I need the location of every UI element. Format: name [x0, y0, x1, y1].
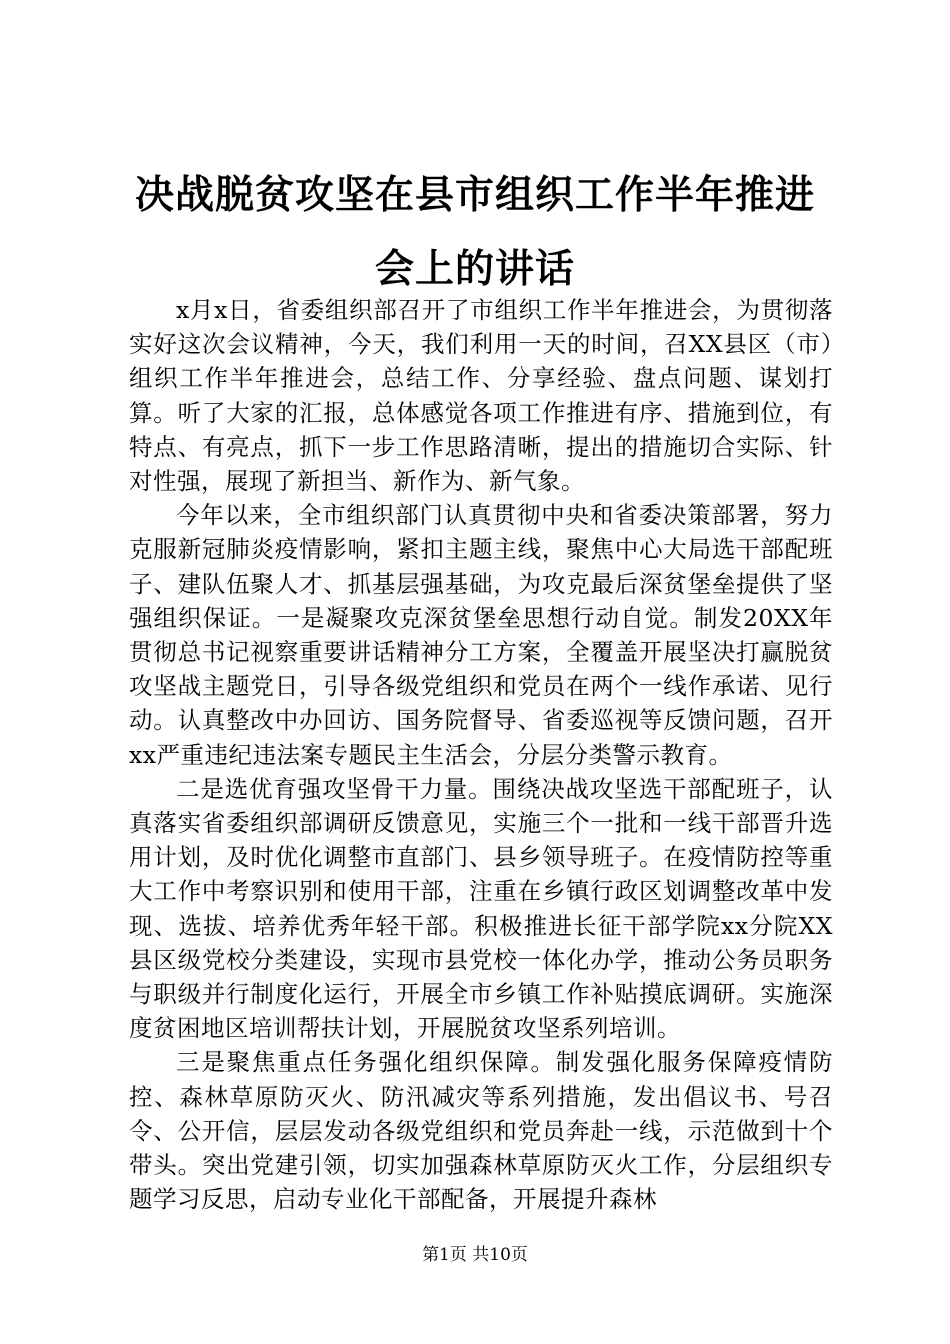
paragraph: 二是选优育强攻坚骨干力量。围绕决战攻坚选干部配班子，认真落实省委组织部调研反馈意见，实施三个一批和一线干部晋升选用计划，及时优化调整市直部门、县乡领导班子。在疫情防控等重大工作中考察识别和使用干部，注重在乡镇行政区划调整改革中发现、选拔、培养优秀年轻干部。积极推进长征干部学院xx分院XX县区级党校分类建设，实现市县党校一体化办学，推动公务员职务与职级并行制度化运行，开展全市乡镇工作补贴摸底调研。实施深度贫困地区培训帮扶计划，开展脱贫攻坚系列培训。 — [129, 774, 833, 1043]
paragraph: x月x日，省委组织部召开了市组织工作半年推进会，为贯彻落实好这次会议精神，今天，我们利用一天的时间，召XX县区（市）组织工作半年推进会，总结工作、分享经验、盘点问题、谋划打算。听了大家的汇报，总体感觉各项工作推进有序、措施到位，有特点、有亮点，抓下一步工作思路清晰，提出的措施切合实际、针对性强，展现了新担当、新作为、新气象。 — [129, 296, 833, 496]
document-title: 决战脱贫攻坚在县市组织工作半年推进会上的讲话 — [134, 172, 815, 292]
paragraph: 今年以来，全市组织部门认真贯彻中央和省委决策部署，努力克服新冠肺炎疫情影响，紧扣主题主线，聚焦中心大局选干部配班子、建队伍聚人才、抓基层强基础，为攻克最后深贫堡垒提供了坚强组织保证。一是凝聚攻克深贫堡垒思想行动自觉。制发20XX年贯彻总书记视察重要讲话精神分工方案，全覆盖开展坚决打赢脱贫攻坚战主题党日，引导各级党组织和党员在两个一线作承诺、见行动。认真整改中办回访、国务院督导、省委巡视等反馈问题，召开xx严重违纪违法案专题民主生活会，分层分类警示教育。 — [129, 501, 833, 769]
page-number: 第1页 共10页 — [422, 1245, 528, 1265]
document-body — [129, 293, 833, 1216]
paragraph: 三是聚焦重点任务强化组织保障。制发强化服务保障疫情防控、森林草原防灭火、防汛减灾等系列措施，发出倡议书、号召令、公开信，层层发动各级党组织和党员奔赴一线，示范做到十个带头。突出党建引领，切实加强森林草原防灭火工作，分层组织专题学习反思，启动专业化干部配备，开展提升森林 — [129, 1048, 833, 1214]
